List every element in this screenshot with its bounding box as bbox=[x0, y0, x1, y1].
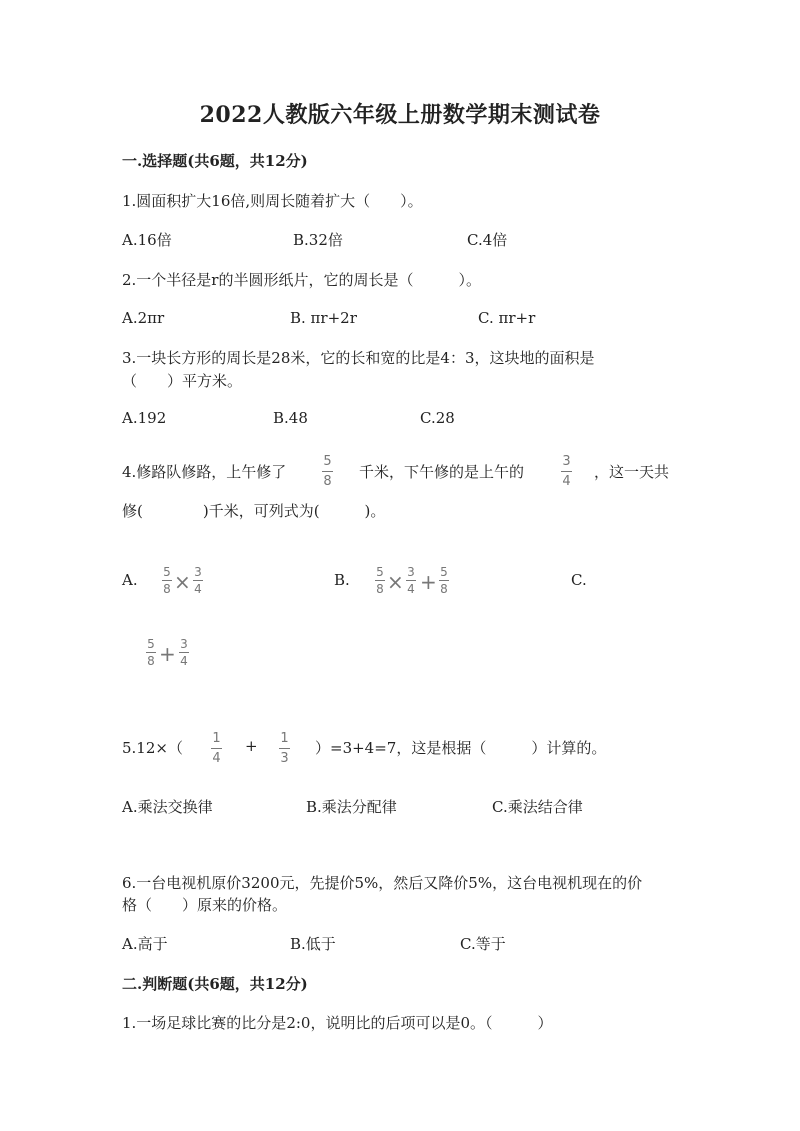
question-1-option-c: C.4倍 bbox=[467, 231, 508, 249]
fraction-three-quarters bbox=[561, 455, 572, 488]
question-6-option-b: B.低于 bbox=[290, 935, 336, 953]
question-6-stem-line2: 格（ ）原来的价格。 bbox=[122, 896, 288, 914]
times-sign: × bbox=[387, 570, 404, 594]
question-4-option-b-label: B. bbox=[334, 571, 350, 589]
question-5-option-b: B.乘法分配律 bbox=[306, 798, 397, 816]
question-5-stem-part1: 5.12×（ bbox=[122, 739, 183, 757]
question-1-stem: 1.圆面积扩大16倍,则周长随着扩大（ ）。 bbox=[122, 192, 423, 210]
option-b-fraction-1: 5 8 bbox=[376, 565, 384, 596]
question-4-stem-part3: ，这一天共 bbox=[594, 463, 670, 481]
question-6-option-c: C.等于 bbox=[460, 935, 506, 953]
fraction-denominator: 8 bbox=[323, 474, 332, 489]
fraction-denominator: 4 bbox=[562, 474, 571, 489]
option-a-fraction-1: 5 8 bbox=[163, 565, 171, 596]
plus-sign: + bbox=[245, 737, 258, 755]
option-a-fraction-2: 3 4 bbox=[194, 565, 202, 596]
question-2-option-b: B. πr+2r bbox=[290, 309, 357, 327]
judgement-1-stem: 1.一场足球比赛的比分是2:0，说明比的后项可以是0。（ ） bbox=[122, 1014, 553, 1032]
option-b-fraction-3: 5 8 bbox=[440, 565, 448, 596]
fraction-one-quarter: 1 4 bbox=[212, 731, 221, 766]
question-4-stem-part2: 千米，下午修的是上午的 bbox=[359, 463, 525, 481]
plus-sign: + bbox=[159, 642, 176, 666]
question-3-option-c: C.28 bbox=[420, 409, 455, 427]
fraction-one-third: 1 3 bbox=[280, 731, 289, 766]
question-3-stem-line2: （ ）平方米。 bbox=[122, 372, 243, 390]
question-5-option-a: A.乘法交换律 bbox=[122, 798, 213, 816]
question-3-stem-line1: 3.一块长方形的周长是28米，它的长和宽的比是4：3，这块地的面积是 bbox=[122, 349, 595, 367]
question-6-option-a: A.高于 bbox=[122, 935, 168, 953]
fraction-bar bbox=[561, 471, 572, 472]
question-4-option-c-label: C. bbox=[571, 571, 587, 589]
fraction-numerator: 5 bbox=[323, 454, 332, 469]
fraction-bar bbox=[322, 471, 333, 472]
page-title: 2022人教版六年级上册数学期末测试卷 bbox=[199, 102, 601, 128]
plus-sign: + bbox=[420, 570, 437, 594]
question-4-option-a-label: A. bbox=[122, 571, 138, 589]
question-2-option-a: A.2πr bbox=[122, 309, 165, 327]
section-heading-choice: 一.选择题(共6题，共12分) bbox=[122, 152, 308, 170]
option-b-fraction-2: 3 4 bbox=[407, 565, 415, 596]
question-1-option-b: B.32倍 bbox=[293, 231, 343, 249]
question-3-option-a: A.192 bbox=[122, 409, 167, 427]
question-2-option-c: C. πr+r bbox=[478, 309, 536, 327]
section-heading-judgement: 二.判断题(共6题，共12分) bbox=[122, 975, 308, 993]
fraction-five-eighths bbox=[322, 455, 333, 488]
question-2-stem: 2.一个半径是r的半圆形纸片，它的周长是（ ）。 bbox=[122, 271, 481, 289]
question-6-stem-line1: 6.一台电视机原价3200元，先提价5%，然后又降价5%，这台电视机现在的价 bbox=[122, 874, 643, 892]
fraction-numerator: 3 bbox=[562, 454, 571, 469]
question-5-option-c: C.乘法结合律 bbox=[492, 798, 583, 816]
option-c-fraction-1: 5 8 bbox=[147, 637, 155, 668]
question-3-option-b: B.48 bbox=[273, 409, 308, 427]
question-4-stem-line2: 修( )千米，可列式为( )。 bbox=[122, 502, 386, 520]
question-5-stem-part2: ）=3+4=7，这是根据（ ）计算的。 bbox=[315, 739, 607, 757]
option-c-fraction-2: 3 4 bbox=[180, 637, 188, 668]
question-4-stem-part1: 4.修路队修路，上午修了 bbox=[122, 463, 287, 481]
times-sign: × bbox=[174, 570, 191, 594]
question-1-option-a: A.16倍 bbox=[122, 231, 172, 249]
